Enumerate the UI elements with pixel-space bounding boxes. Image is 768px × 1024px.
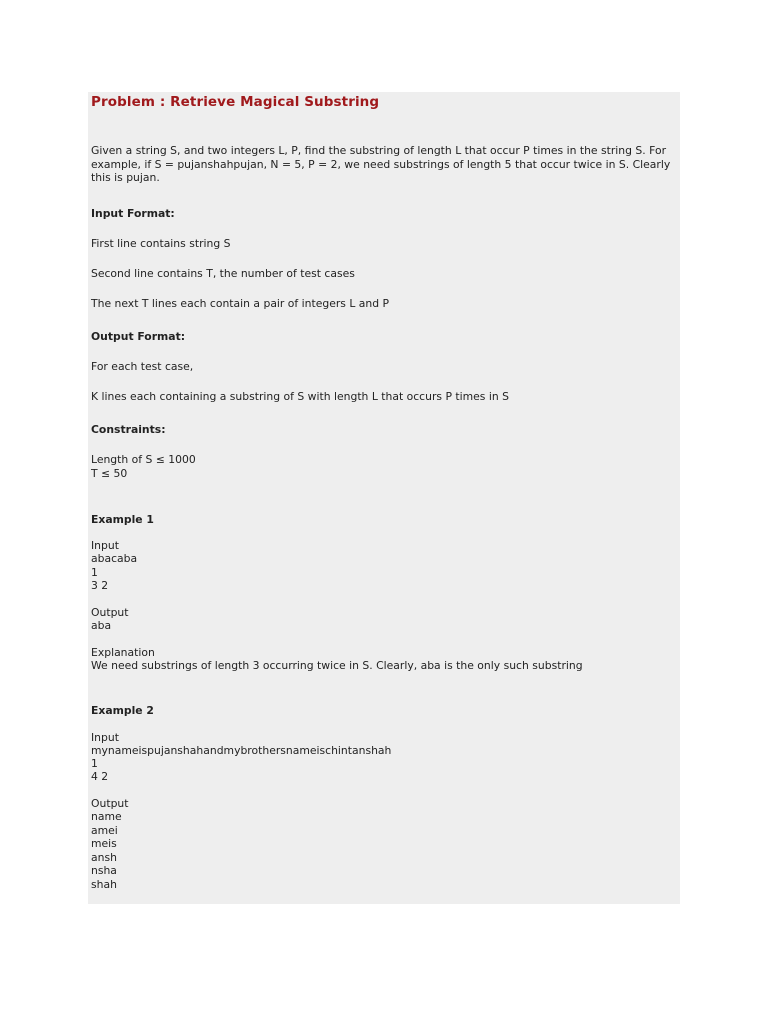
example2-input-line: 4 2 (91, 770, 109, 783)
example2-output-line: shah (91, 878, 117, 891)
example1-heading: Example 1 (91, 513, 154, 526)
example1-input-line: abacaba (91, 552, 138, 565)
example2-output-line: amei (91, 824, 118, 837)
input-format-line: The next T lines each contain a pair of integers L and P (91, 297, 390, 310)
example1-output-label: Output (91, 606, 129, 619)
example2-input-label: Input (91, 731, 119, 744)
example1-input-line: 3 2 (91, 579, 109, 592)
example2-output-line: name (91, 810, 122, 823)
output-format-heading: Output Format: (91, 330, 186, 343)
example1-input-label: Input (91, 539, 119, 552)
example1-explanation-label: Explanation (91, 646, 155, 659)
example2-output-line: meis (91, 837, 117, 850)
example2-input-line: mynameispujanshahandmybrothersnameischintanshah (91, 744, 392, 757)
output-format-line: For each test case, (91, 360, 194, 373)
constraint-line: T ≤ 50 (91, 467, 128, 480)
constraint-line: Length of S ≤ 1000 (91, 453, 196, 466)
input-format-line: First line contains string S (91, 237, 231, 250)
problem-title: Problem : Retrieve Magical Substring (91, 94, 380, 110)
example1-output-line: aba (91, 619, 112, 632)
output-format-line: K lines each containing a substring of S with length L that occurs P times in S (91, 390, 509, 403)
example1-input-line: 1 (91, 566, 98, 579)
problem-description: Given a string S, and two integers L, P, find the substring of length L that occur P times in the string S. For example, if S = pujanshahpujan, N = 5, P = 2, we need substrings of length 5 that occur twice in S. Clearly this is pujan. (91, 144, 671, 184)
example2-input-line: 1 (91, 757, 98, 770)
example2-output-label: Output (91, 797, 129, 810)
example2-output-line: nsha (91, 864, 117, 877)
input-format-line: Second line contains T, the number of test cases (91, 267, 355, 280)
example1-explanation-text: We need substrings of length 3 occurring twice in S. Clearly, aba is the only such substring (91, 659, 583, 672)
example2-heading: Example 2 (91, 704, 154, 717)
example2-output-line: ansh (91, 851, 117, 864)
constraints-heading: Constraints: (91, 423, 166, 436)
input-format-heading: Input Format: (91, 207, 175, 220)
problem-panel (88, 92, 680, 904)
